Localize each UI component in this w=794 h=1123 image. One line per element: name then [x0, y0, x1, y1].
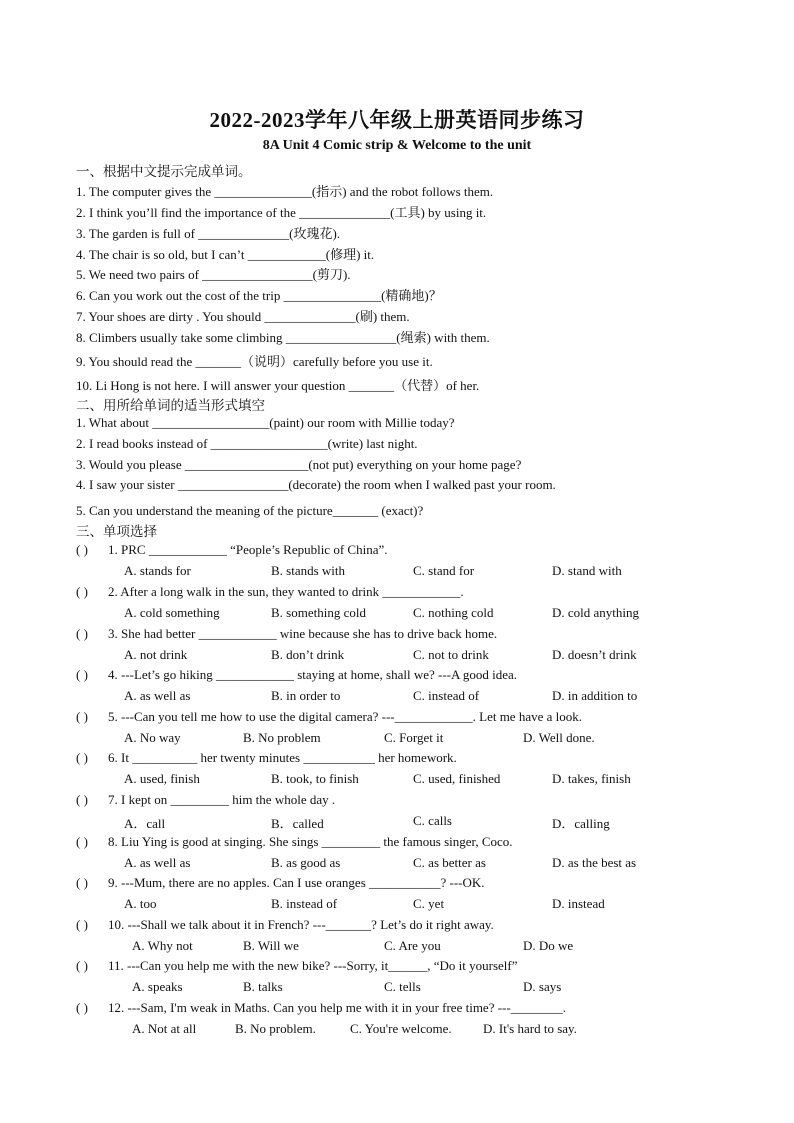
options-row	[0, 771, 794, 789]
question-text: 9. ---Mum, there are no apples. Can I use oranges ___________? ---OK.	[108, 875, 485, 890]
option-c: C. tells	[384, 979, 421, 994]
option-c: C. stand for	[413, 563, 475, 578]
option-c: C. Are you	[384, 938, 441, 953]
options-row	[0, 855, 794, 873]
section1-item: 2. I think you’ll find the importance of the ______________(工具) by using it.	[76, 205, 487, 220]
option-d: D. stand with	[552, 563, 622, 578]
question-text: 2. After a long walk in the sun, they wanted to drink ____________.	[108, 584, 464, 599]
options-row	[0, 1021, 794, 1039]
option-c: C. Forget it	[384, 730, 444, 745]
option-b: B. as good as	[271, 855, 341, 870]
answer-parentheses: ( )	[76, 917, 88, 932]
option-a: A. Why not	[132, 938, 193, 953]
options-row	[0, 563, 794, 581]
option-c: C. yet	[413, 896, 445, 911]
options-row	[0, 605, 794, 623]
section1-item: 3. The garden is full of ______________(玫瑰花).	[76, 226, 341, 241]
option-d: D. Well done.	[523, 730, 595, 745]
option-a: A. as well as	[124, 855, 191, 870]
option-a: A. as well as	[124, 688, 191, 703]
option-b: B. No problem.	[235, 1021, 316, 1036]
option-a: A．call	[124, 816, 166, 831]
answer-parentheses: ( )	[76, 542, 88, 557]
section2-item: 4. I saw your sister _________________(decorate) the room when I walked past your room.	[76, 477, 556, 492]
section1-item: 8. Climbers usually take some climbing _________________(绳索) with them.	[76, 330, 490, 345]
question-text: 8. Liu Ying is good at singing. She sings _________ the famous singer, Coco.	[108, 834, 513, 849]
option-b: B. something cold	[271, 605, 366, 620]
option-a: A. too	[124, 896, 157, 911]
section1-item: 5. We need two pairs of _________________(剪刀).	[76, 267, 351, 282]
question-text: 5. ---Can you tell me how to use the digital camera? ---____________. Let me have a look.	[108, 709, 582, 724]
option-b: B. No problem	[243, 730, 321, 745]
section1-item: 7. Your shoes are dirty . You should ______________(刷) them.	[76, 309, 410, 324]
option-b: B. took, to finish	[271, 771, 359, 786]
option-b: B. in order to	[271, 688, 341, 703]
section2-heading: 二、用所给单词的适当形式填空	[76, 398, 265, 414]
option-c: C. as better as	[413, 855, 486, 870]
page-subtitle: 8A Unit 4 Comic strip & Welcome to the unit	[262, 138, 532, 153]
question-text: 12. ---Sam, I'm weak in Maths. Can you help me with it in your free time? ---________.	[108, 1000, 566, 1015]
option-c: C. calls	[413, 813, 452, 828]
option-a: A. speaks	[132, 979, 183, 994]
option-c: C. nothing cold	[413, 605, 494, 620]
option-d: D. Do we	[523, 938, 574, 953]
option-a: A. Not at all	[132, 1021, 197, 1036]
options-row	[0, 896, 794, 914]
option-d: D. as the best as	[552, 855, 637, 870]
answer-parentheses: ( )	[76, 875, 88, 890]
question-text: 4. ---Let’s go hiking ____________ staying at home, shall we? ---A good idea.	[108, 667, 518, 682]
option-a: A. cold something	[124, 605, 220, 620]
page-title: 2022-2023学年八年级上册英语同步练习	[209, 108, 585, 132]
section1-item: 4. The chair is so old, but I can’t ____________(修理) it.	[76, 247, 375, 262]
option-d: D．calling	[552, 816, 610, 831]
option-a: A. stands for	[124, 563, 191, 578]
section1-item: 10. Li Hong is not here. I will answer your question _______（代替）of her.	[76, 378, 480, 393]
option-d: D. doesn’t drink	[552, 647, 637, 662]
option-d: D. instead	[552, 896, 605, 911]
option-b: B. instead of	[271, 896, 338, 911]
options-row	[0, 730, 794, 748]
question-text: 3. She had better ____________ wine because she has to drive back home.	[108, 626, 498, 641]
option-a: A. No way	[124, 730, 181, 745]
options-row	[0, 688, 794, 706]
section1-item: 9. You should read the _______（说明）carefully before you use it.	[76, 354, 433, 369]
options-row	[0, 979, 794, 997]
option-c: C. instead of	[413, 688, 480, 703]
section1-item: 6. Can you work out the cost of the trip _______________(精确地)？	[76, 288, 442, 303]
answer-parentheses: ( )	[76, 1000, 88, 1015]
answer-parentheses: ( )	[76, 750, 88, 765]
option-b: B. talks	[243, 979, 283, 994]
answer-parentheses: ( )	[76, 584, 88, 599]
section2-item: 3. Would you please ___________________(not put) everything on your home page?	[76, 457, 522, 472]
question-text: 11. ---Can you help me with the new bike? ---Sorry, it______, “Do it yourself”	[108, 958, 518, 973]
section2-item: 2. I read books instead of __________________(write) last night.	[76, 436, 418, 451]
options-row	[0, 647, 794, 665]
answer-parentheses: ( )	[76, 667, 88, 682]
section1-heading: 一、根据中文提示完成单词。	[76, 164, 252, 180]
section1-item: 1. The computer gives the _______________(指示) and the robot follows them.	[76, 184, 494, 199]
answer-parentheses: ( )	[76, 626, 88, 641]
question-text: 10. ---Shall we talk about it in French? ---_______? Let’s do it right away.	[108, 917, 494, 932]
option-c: C. You're welcome.	[350, 1021, 452, 1036]
option-c: C. not to drink	[413, 647, 489, 662]
option-a: A. used, finish	[124, 771, 200, 786]
option-d: D. in addition to	[552, 688, 638, 703]
option-c: C. used, finished	[413, 771, 501, 786]
option-b: B．called	[271, 816, 324, 831]
options-row	[0, 813, 794, 831]
answer-parentheses: ( )	[76, 709, 88, 724]
question-text: 6. It __________ her twenty minutes ___________ her homework.	[108, 750, 457, 765]
option-b: B. stands with	[271, 563, 346, 578]
option-a: A. not drink	[124, 647, 188, 662]
option-b: B. Will we	[243, 938, 299, 953]
options-row	[0, 938, 794, 956]
answer-parentheses: ( )	[76, 792, 88, 807]
section2-item: 1. What about __________________(paint) our room with Millie today?	[76, 415, 455, 430]
option-b: B. don’t drink	[271, 647, 345, 662]
question-text: 1. PRC ____________ “People’s Republic of China”.	[108, 542, 388, 557]
section3-heading: 三、单项选择	[76, 524, 157, 540]
answer-parentheses: ( )	[76, 958, 88, 973]
option-d: D. It's hard to say.	[483, 1021, 577, 1036]
option-d: D. cold anything	[552, 605, 640, 620]
question-text: 7. I kept on _________ him the whole day .	[108, 792, 336, 807]
section2-item: 5. Can you understand the meaning of the picture_______ (exact)?	[76, 503, 424, 518]
option-d: D. says	[523, 979, 562, 994]
option-d: D. takes, finish	[552, 771, 631, 786]
answer-parentheses: ( )	[76, 834, 88, 849]
